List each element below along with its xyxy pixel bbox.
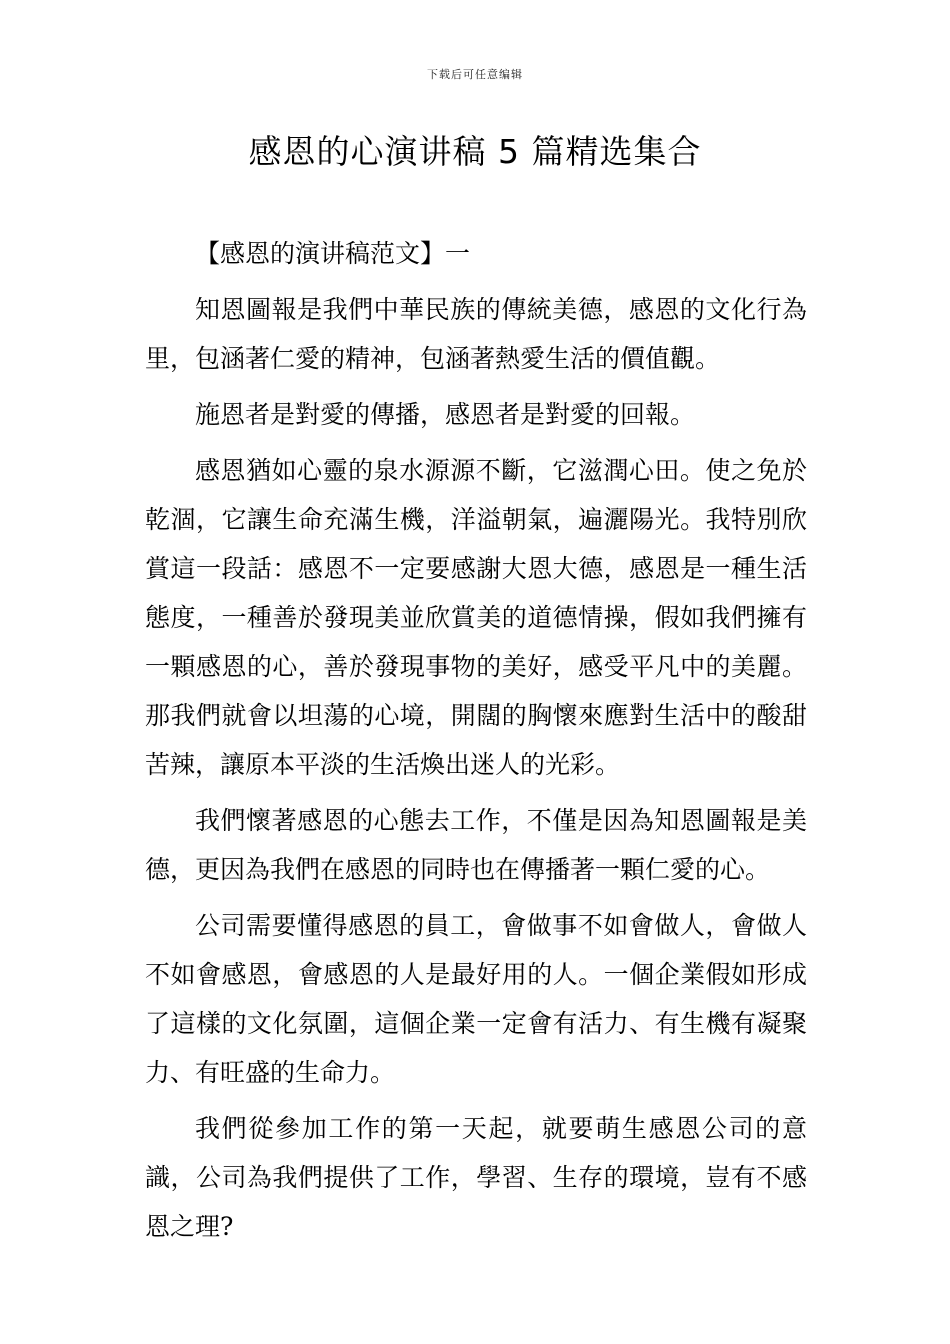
paragraph-5: 公司需要懂得感恩的員工，會做事不如會做人，會做人不如會感恩，會感恩的人是最好用的人。一個企業假如形成了這樣的文化氛圍，這個企業一定會有活力、有生機有凝聚力、有旺盛的生命力。 [145,911,807,1087]
document-body [145,229,807,1258]
header-note: 下载后可任意编辑 [427,68,523,81]
paragraph-1: 知恩圖報是我們中華民族的傳統美德，感恩的文化行為里，包涵著仁愛的精神，包涵著熱愛生活的價值觀。 [145,295,807,373]
paragraph-2: 施恩者是對愛的傳播，感恩者是對愛的回報。 [195,400,696,429]
paragraph-3: 感恩猶如心靈的泉水源源不斷，它滋潤心田。使之免於乾涸，它讓生命充滿生機，洋溢朝氣，遍灑陽光。我特別欣賞這一段話：感恩不一定要感謝大恩大德，感恩是一種生活態度，一種善於發現美並欣賞美的道德情操，假如我們擁有一顆感恩的心，善於發現事物的美好，感受平凡中的美麗。那我們就會以坦蕩的心境，開闊的胸懷來應對生活中的酸甜苦辣，讓原本平淡的生活煥出迷人的光彩。 [145,456,807,779]
paragraph-6: 我們從參加工作的第一天起，就要萌生感恩公司的意識，公司為我們提供了工作，學習、生存的環境，豈有不感恩之理? [145,1114,807,1241]
section-heading: 【感恩的演讲稿范文】一 [195,239,471,268]
paragraph-4: 我們懷著感恩的心態去工作，不僅是因為知恩圖報是美德，更因為我們在感恩的同時也在傳播著一顆仁愛的心。 [145,806,807,884]
document-title: 感恩的心演讲稿 5 篇精选集合 [248,132,702,171]
